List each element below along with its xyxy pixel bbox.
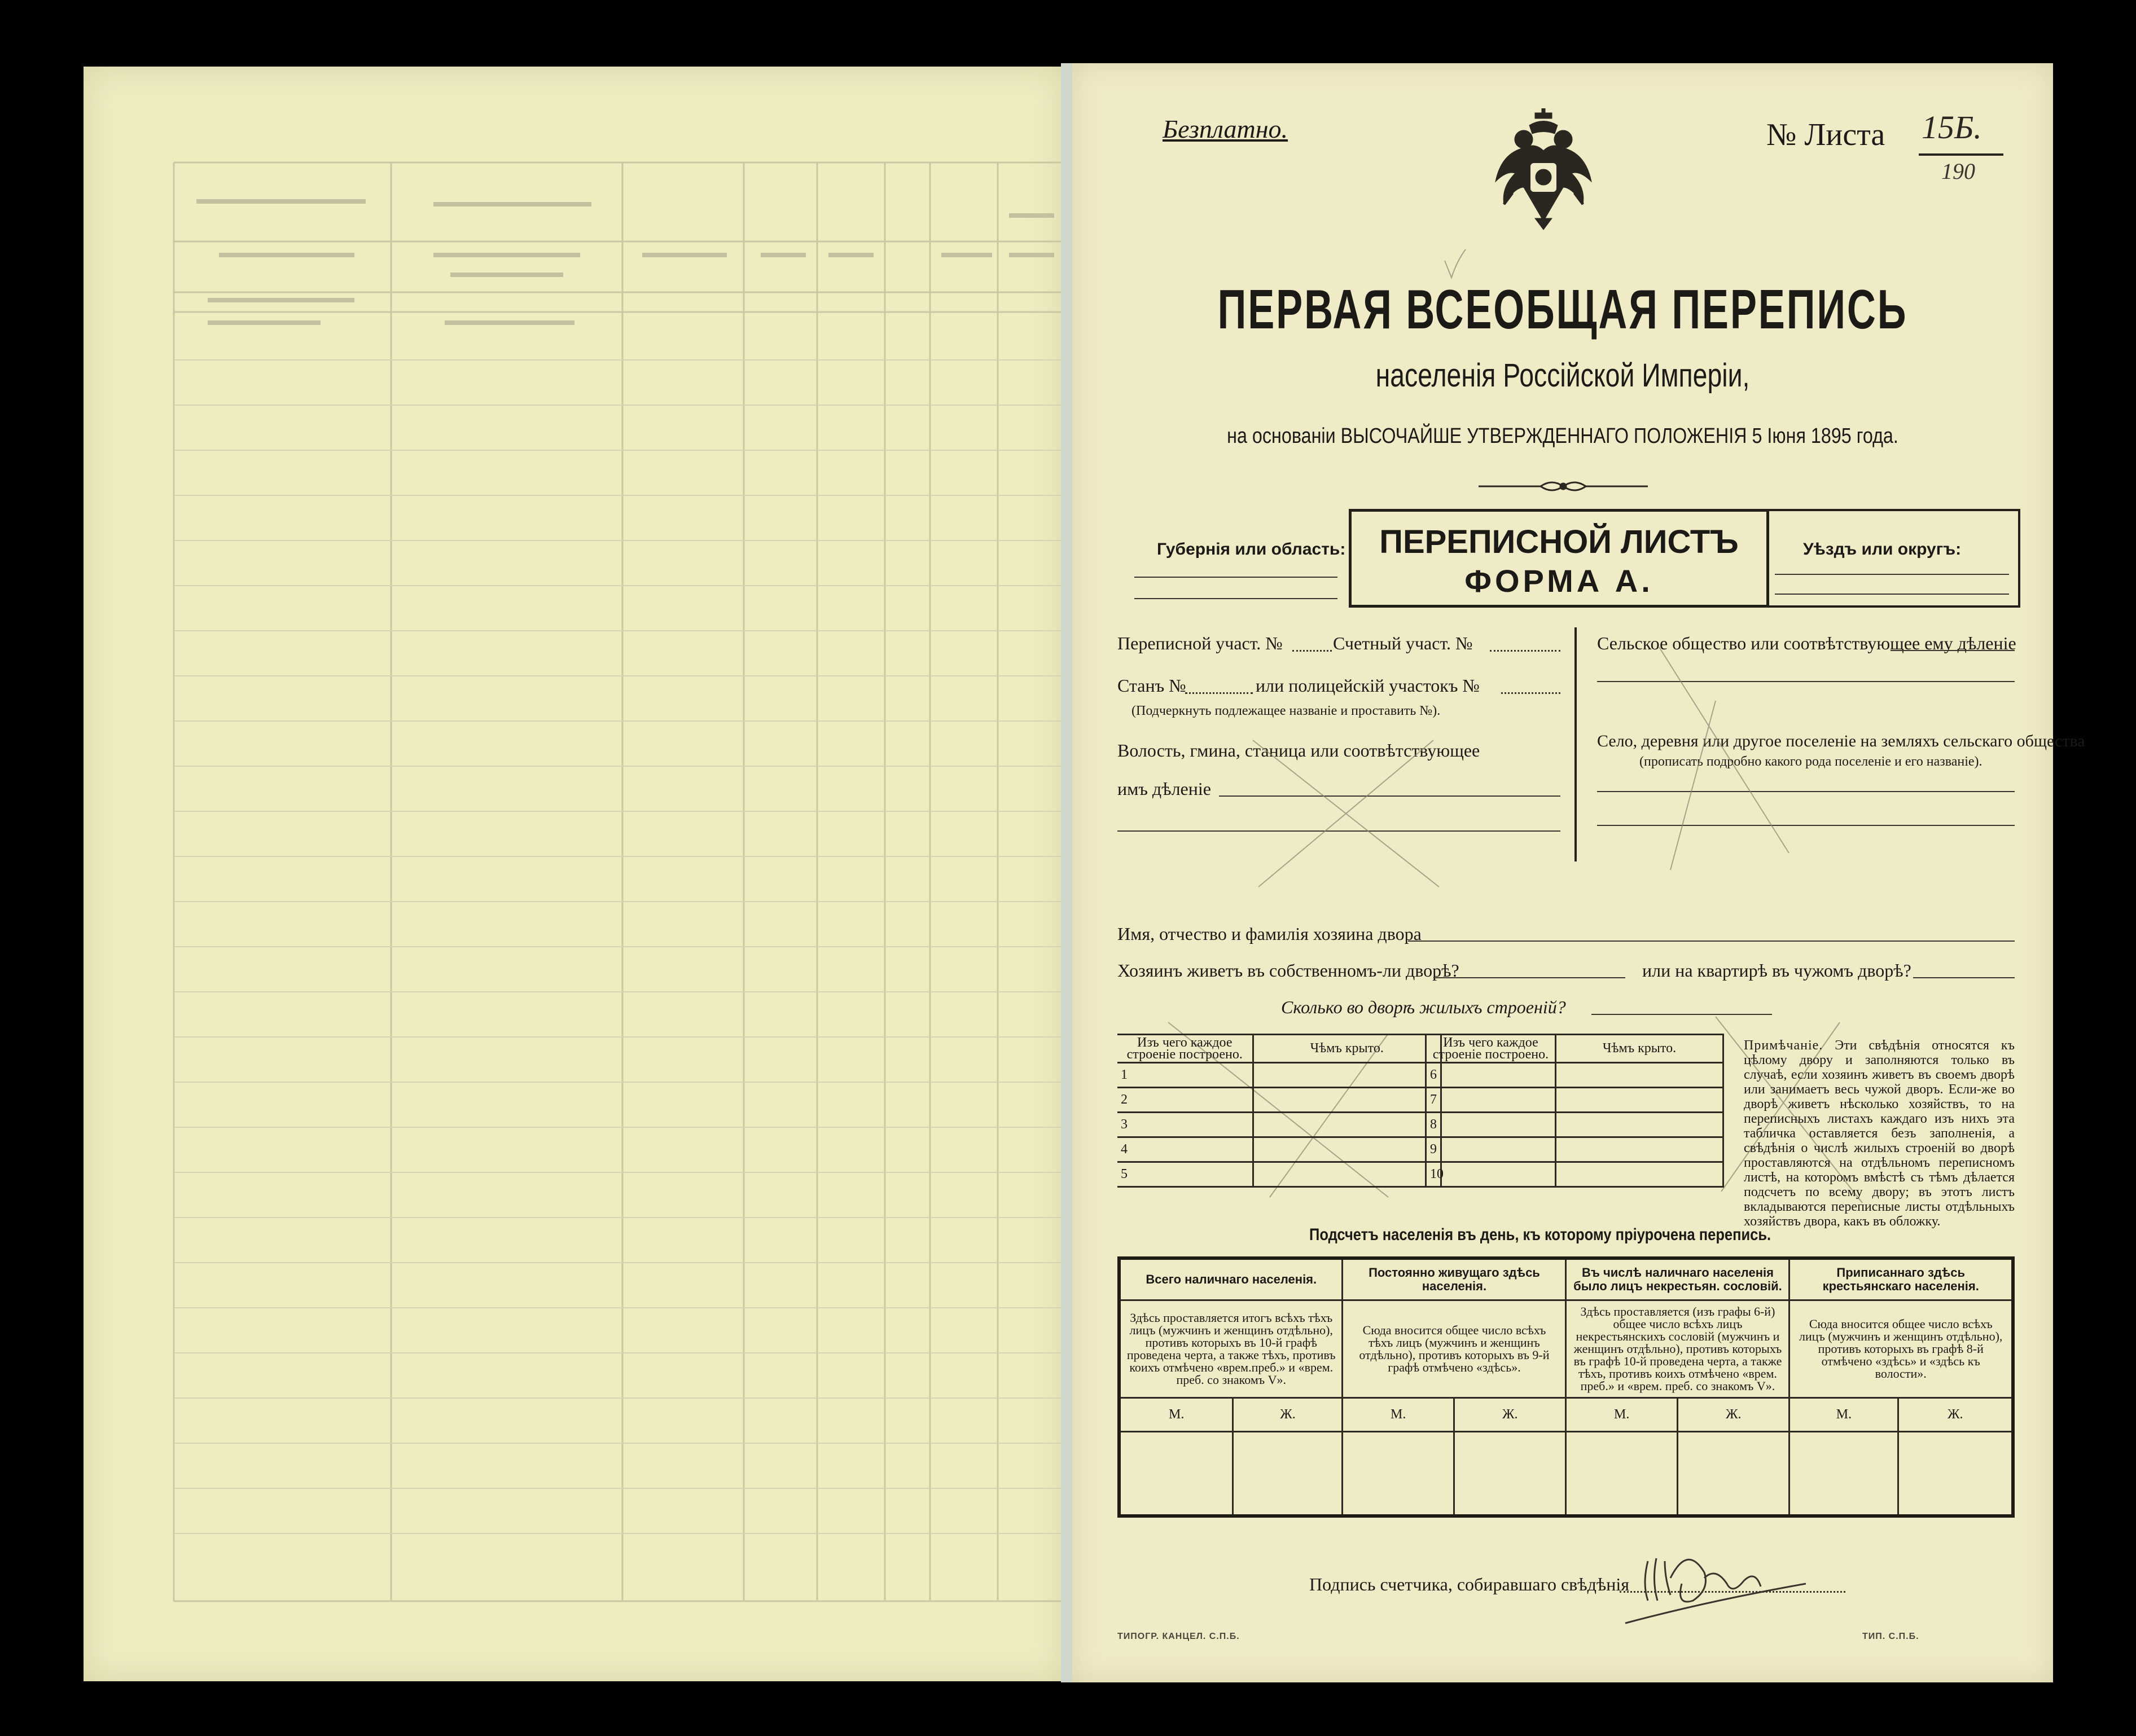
printer-stamp-right: ТИП. С.П.Б. <box>1862 1632 1919 1641</box>
pop-3-male-value[interactable] <box>1566 1431 1677 1516</box>
row-7-roof[interactable] <box>1556 1088 1723 1113</box>
row-1: 1 <box>1117 1063 1253 1088</box>
row-5: 5 <box>1117 1162 1253 1187</box>
pop-4-male-value[interactable] <box>1789 1431 1898 1516</box>
stan-label: Станъ № <box>1117 675 1186 696</box>
row-2: 2 <box>1117 1088 1253 1113</box>
owner-own-yard-line <box>1433 977 1625 978</box>
buildings-table-left <box>1117 1034 1442 1188</box>
col-roof-left: Чѣмъ крыто. <box>1253 1035 1441 1063</box>
sheet-number-label: № Листа <box>1766 117 1885 152</box>
buildings-table-right <box>1425 1034 1724 1188</box>
pop-4-female-label: Ж. <box>1898 1397 2013 1431</box>
pop-col-3-head: Въ числѣ наличнаго населенія было лицъ некрестьян. сословій. <box>1566 1258 1789 1300</box>
note-block <box>1744 1038 2015 1229</box>
left-page <box>84 67 1064 1681</box>
note-text: Эти свѣдѣнія относятся къ цѣлому двору и заполняются только въ случаѣ, если хозяинъ живетъ въ своемъ дворѣ или занимаетъ весь чужой дворъ. Если-же во дворѣ живетъ нѣсколько хозяйствъ, то на переписныхъ листахъ каждаго изъ нихъ эта табличка оставляется безъ заполненія, а свѣдѣнія о числѣ жилыхъ строеній во дворѣ проставляются на отдѣльномъ переписномъ листѣ, на которомъ вмѣстѣ съ тѣмъ дѣлается подсчетъ по всему двору; въ этотъ листъ вкладываются переписные листы отдѣльныхъ хозяйствъ двора, какъ въ обложку. <box>1744 1038 2015 1229</box>
col-material-left: Изъ чего каждое строеніе построено. <box>1117 1035 1253 1063</box>
pop-3-male-label: М. <box>1566 1397 1677 1431</box>
row-3-roof[interactable] <box>1253 1113 1441 1137</box>
owner-rented-label: или на квартирѣ въ чужомъ дворѣ? <box>1642 960 1911 981</box>
row-8-roof[interactable] <box>1556 1113 1723 1137</box>
row-1-roof[interactable] <box>1253 1063 1441 1088</box>
sheet-number-handwritten: 15Б. <box>1922 109 1982 146</box>
printer-stamp-left: ТИПОГР. КАНЦЕЛ. С.П.Б. <box>1117 1632 1240 1641</box>
rural-society-label: Сельское общество или соотвѣтствующее ему дѣленіе <box>1597 633 2016 653</box>
pop-1-male-label: М. <box>1119 1397 1233 1431</box>
village-note: (прописать подробно какого рода поселеніе и его названіе). <box>1639 754 1983 769</box>
col-material-right: Изъ чего каждое строеніе построено. <box>1426 1035 1556 1063</box>
buildings-count-line <box>1591 1014 1772 1015</box>
pop-1-male-value[interactable] <box>1119 1431 1233 1516</box>
pop-1-female-label: Ж. <box>1233 1397 1343 1431</box>
count-section-label: Счетный участ. № <box>1333 633 1473 653</box>
buildings-count-label: Сколько во дворѣ жилыхъ строеній? <box>1281 997 1566 1017</box>
note-title: Примѣчаніе. <box>1744 1038 1823 1053</box>
pop-col-1-head: Всего наличнаго населенія. <box>1119 1258 1343 1300</box>
form-type: ФОРМА А. <box>1464 563 1653 599</box>
pop-col-4-desc: Сюда вносится общее число всѣхъ лицъ (мужчинъ и женщинъ отдѣльно), противъ которыхъ въ графѣ 8-й отмѣчено «здѣсь» и «здѣсь къ волости». <box>1789 1300 2013 1397</box>
legal-basis: на основаніи ВЫСОЧАЙШЕ УТВЕРЖДЕННАГО ПОЛОЖЕНІЯ 5 Іюня 1895 года. <box>1227 424 1898 448</box>
enumerator-signature <box>1614 1539 1817 1634</box>
row-9: 9 <box>1426 1137 1556 1162</box>
row-10: 10 <box>1426 1162 1556 1187</box>
pop-2-female-label: Ж. <box>1454 1397 1566 1431</box>
form-title: ПЕРЕПИСНОЙ ЛИСТЪ <box>1379 524 1739 560</box>
pop-2-male-value[interactable] <box>1343 1431 1454 1516</box>
village-label: Село, деревня или другое поселеніе на земляхъ сельскаго общества <box>1597 732 2085 750</box>
pop-col-2-head: Постоянно живущаго здѣсь населенія. <box>1343 1258 1566 1300</box>
pop-2-female-value[interactable] <box>1454 1431 1566 1516</box>
pop-col-2-desc: Сюда вносится общее число всѣхъ тѣхъ лицъ (мужчинъ и женщинъ отдѣльно), противъ которыхъ въ 9-й графѣ отмѣчено «здѣсь». <box>1343 1300 1566 1397</box>
pop-3-female-label: Ж. <box>1677 1397 1789 1431</box>
owner-rented-line <box>1913 977 2015 978</box>
police-label: или полицейскій участокъ № <box>1256 675 1480 696</box>
row-10-roof[interactable] <box>1556 1162 1723 1187</box>
main-title: ПЕРВАЯ ВСЕОБЩАЯ ПЕРЕПИСЬ <box>1217 278 1908 340</box>
col-roof-right: Чѣмъ крыто. <box>1556 1035 1723 1063</box>
row-2-roof[interactable] <box>1253 1088 1441 1113</box>
sheet-number-handwritten-2: 190 <box>1941 159 1975 184</box>
signature-label: Подпись счетчика, собиравшаго свѣдѣнія <box>1309 1574 1630 1594</box>
row-8: 8 <box>1426 1113 1556 1137</box>
row-5-roof[interactable] <box>1253 1162 1441 1187</box>
pop-col-4-head: Приписаннаго здѣсь крестьянскаго населенія. <box>1789 1258 2013 1300</box>
subtitle: населенія Россійской Имперіи, <box>1375 357 1750 394</box>
pop-1-female-value[interactable] <box>1233 1431 1343 1516</box>
pop-col-1-desc: Здѣсь проставляется итогъ всѣхъ тѣхъ лицъ (мужчинъ и женщинъ отдѣльно), противъ которыхъ въ 10-й графѣ проведена черта, а также тѣхъ, противъ коихъ отмѣчено «врем.преб.» и «врем. преб. со знакомъ V». <box>1119 1300 1343 1397</box>
pop-3-female-value[interactable] <box>1677 1431 1789 1516</box>
pop-2-male-label: М. <box>1343 1397 1454 1431</box>
pop-4-male-label: М. <box>1789 1397 1898 1431</box>
row-6-roof[interactable] <box>1556 1063 1723 1088</box>
row-7: 7 <box>1426 1088 1556 1113</box>
row-4: 4 <box>1117 1137 1253 1162</box>
census-section-label: Переписной участ. № <box>1117 633 1283 653</box>
left-page-faint-grid <box>84 67 1064 1681</box>
volost-label-2: имъ дѣленіе <box>1117 779 1211 799</box>
population-table <box>1117 1256 2015 1518</box>
owner-name-label: Имя, отчество и фамилія хозяина двора <box>1117 924 1422 944</box>
district-label: Уѣздъ или округъ: <box>1803 540 1962 559</box>
row-4-roof[interactable] <box>1253 1137 1441 1162</box>
row-6: 6 <box>1426 1063 1556 1088</box>
population-heading: Подсчетъ населенія въ день, къ которому пріурочена перепись. <box>1309 1225 1771 1244</box>
pop-col-3-desc: Здѣсь проставляется (изъ графы 6-й) общее число всѣхъ лицъ некрестьянскихъ сословій (мужчинъ и женщинъ отдѣльно), противъ которыхъ въ графѣ 10-й проведена черта, а также тѣхъ, противъ коихъ отмѣчено «врем. преб.» и «врем. преб. со знакомъ V». <box>1566 1300 1789 1397</box>
owner-own-yard-label: Хозяинъ живетъ въ собственномъ-ли дворѣ? <box>1117 960 1459 981</box>
free-label: Безплатно. <box>1163 115 1288 143</box>
pop-4-female-value[interactable] <box>1898 1431 2013 1516</box>
census-form-page <box>1072 63 2085 1682</box>
owner-name-line <box>1408 940 2015 942</box>
police-note: (Подчеркнуть подлежащее названіе и проставить №). <box>1131 704 1441 718</box>
row-3: 3 <box>1117 1113 1253 1137</box>
volost-label: Волость, гмина, станица или соотвѣтствующее <box>1117 740 1480 761</box>
province-label: Губернія или область: <box>1157 540 1346 559</box>
row-9-roof[interactable] <box>1556 1137 1723 1162</box>
